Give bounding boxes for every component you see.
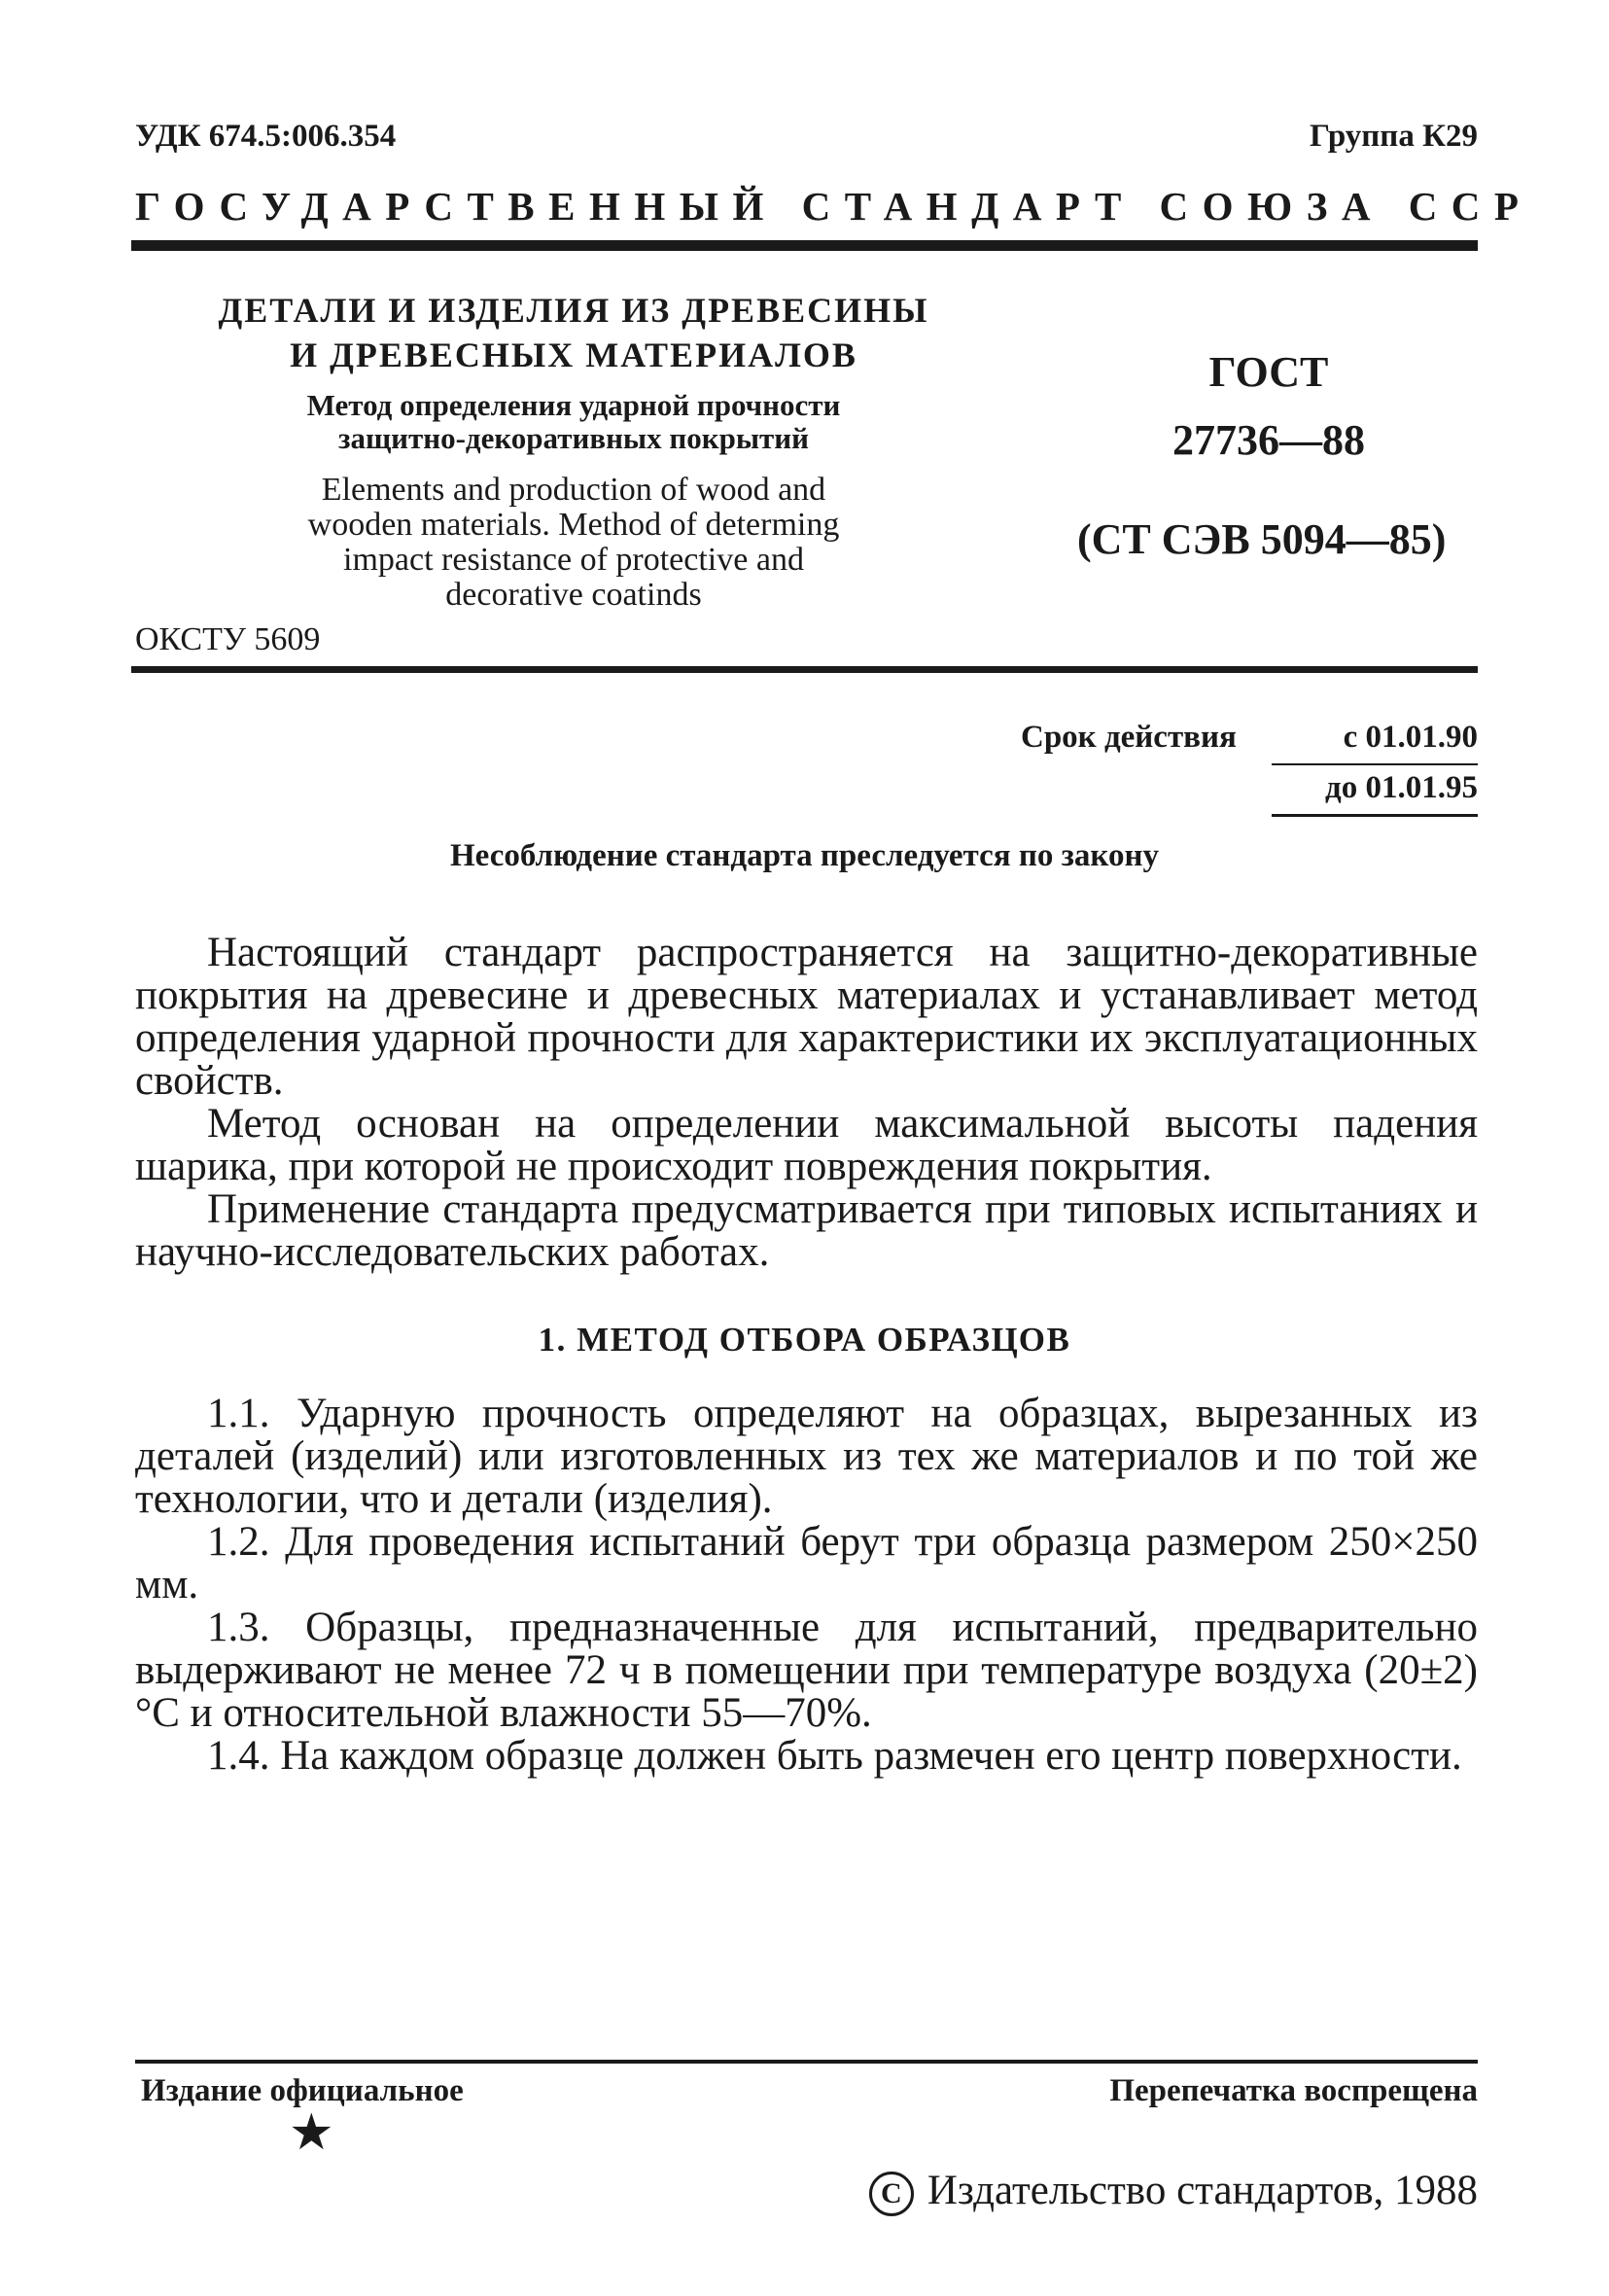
copyright-line xyxy=(869,2167,1478,2216)
clause-1-4: 1.4. На каждом образце должен быть размечен его центр поверхности. xyxy=(207,1733,1462,1779)
validity-rule-1 xyxy=(1272,763,1478,765)
clause-1-3: 1.3. Образцы, предназначенные для испытаний, предварительно выдерживают не менее 72 ч в помещении при температуре воздуха (20±2)°С и относительной влажности 55—70%. xyxy=(135,1605,1478,1736)
publisher-text: Издательство стандартов, 1988 xyxy=(927,2168,1478,2213)
title-en-line3: impact resistance of protective and xyxy=(343,542,804,578)
validity-label: Срок действия xyxy=(1021,720,1237,755)
clause-1-1: 1.1. Ударную прочность определяют на образцах, вырезанных из деталей (изделий) или изготовленных из тех же материалов и по той же технологии, что и детали (изделия). xyxy=(135,1391,1478,1522)
validity-from: с 01.01.90 xyxy=(1343,720,1478,755)
title-rule xyxy=(131,666,1478,673)
title-en-line1: Elements and production of wood and xyxy=(321,472,826,508)
intro-paragraph: Применение стандарта предусматривается при типовых испытаниях и научно-исследовательских работах. xyxy=(135,1186,1478,1275)
title-ru-line2: И ДРЕВЕСНЫХ МАТЕРИАЛОВ xyxy=(290,336,857,374)
subtitle-line1: Метод определения ударной прочности xyxy=(306,388,841,422)
intro-text xyxy=(135,932,1478,1274)
banner-rule xyxy=(131,240,1478,251)
group-code: Группа К29 xyxy=(1309,119,1478,154)
footer-rule xyxy=(135,2060,1478,2064)
edition-note: Издание официальное xyxy=(141,2073,464,2108)
reprint-note: Перепечатка воспрещена xyxy=(1109,2073,1478,2108)
okstu-code: ОКСТУ 5609 xyxy=(135,621,321,657)
title-ru-line1: ДЕТАЛИ И ИЗДЕЛИЯ ИЗ ДРЕВЕСИНЫ xyxy=(218,291,929,330)
intro-paragraph: Метод основан на определении максимальной высоты падения шарика, при которой не происходит повреждения покрытия. xyxy=(135,1101,1478,1189)
section-body xyxy=(135,1393,1478,1778)
subtitle-line2: защитно-декоративных покрытий xyxy=(338,421,809,455)
clause-1-2: 1.2. Для проведения испытаний берут три образца размером 250×250 мм. xyxy=(135,1519,1478,1607)
copyright-icon: C xyxy=(869,2172,914,2216)
law-notice: Несоблюдение стандарта преследуется по закону xyxy=(450,838,1159,873)
title-block xyxy=(185,288,962,613)
section-heading: 1. МЕТОД ОТБОРА ОБРАЗЦОВ xyxy=(538,1321,1071,1359)
validity-to: до 01.01.95 xyxy=(1325,770,1478,805)
gost-block xyxy=(1060,348,1478,465)
validity-rule-2 xyxy=(1272,814,1478,817)
title-en-line4: decorative coatinds xyxy=(445,577,702,613)
star-icon: ★ xyxy=(289,2105,334,2161)
title-en-line2: wooden materials. Method of determing xyxy=(307,507,840,543)
udk-code: УДК 674.5:006.354 xyxy=(135,119,397,154)
standard-banner: ГОСУДАРСТВЕННЫЙ СТАНДАРТ СОЮЗА ССР xyxy=(135,184,1533,229)
gost-label: ГОСТ xyxy=(1208,348,1329,396)
gost-number: 27736—88 xyxy=(1172,416,1365,464)
intro-paragraph: Настоящий стандарт распространяется на защитно-декоративные покрытия на древесине и древесных материалах и устанавливает метод определения ударной прочности для характеристики их эксплуатационных свойств. xyxy=(135,930,1478,1104)
cmea-standard: (СТ СЭВ 5094—85) xyxy=(1077,515,1447,563)
